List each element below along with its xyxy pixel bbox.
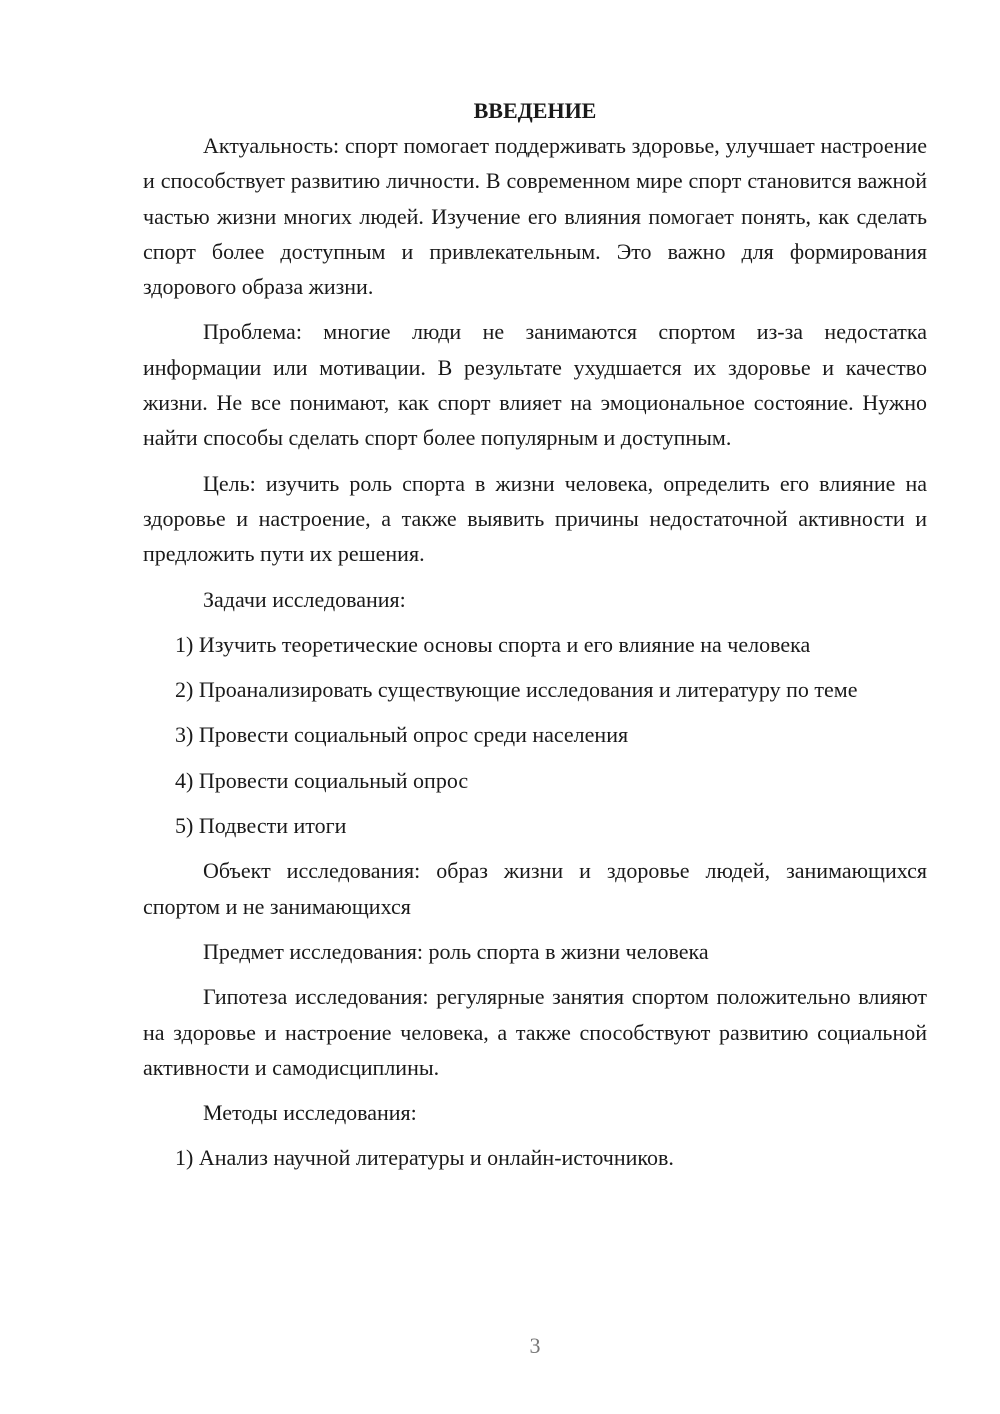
page-number: 3 <box>529 1333 541 1358</box>
task-item-2: 2) Проанализировать существующие исследования и литературу по теме <box>175 677 858 703</box>
paragraph-object: Объект исследования: образ жизни и здоровье людей, занимающихся спортом и не занимающихся <box>143 858 927 919</box>
task-item-1: 1) Изучить теоретические основы спорта и его влияние на человека <box>175 631 811 657</box>
methods-heading: Методы исследования: <box>203 1100 417 1126</box>
task-item-5: 5) Подвести итоги <box>175 813 347 839</box>
section-title: ВВЕДЕНИЕ <box>473 98 597 123</box>
paragraph-subject: Предмет исследования: роль спорта в жизни человека <box>203 938 709 964</box>
paragraph-goal: Цель: изучить роль спорта в жизни человека, определить его влияние на здоровье и настроение, а также выявить причины недостаточной активности и предложить пути их решения. <box>143 470 927 567</box>
task-item-4: 4) Провести социальный опрос <box>175 767 469 793</box>
paragraph-problem: Проблема: многие люди не занимаются спортом из-за недостатка информации или мотивации. В результате ухудшается их здоровье и качество жизни. Не все понимают, как спорт влияет на эмоциональное состояние. Нужно найти способы сделать спорт более популярным и доступным. <box>143 319 927 451</box>
tasks-heading: Задачи исследования: <box>203 586 406 612</box>
method-item-1: 1) Анализ научной литературы и онлайн-источников. <box>175 1145 674 1171</box>
task-item-3: 3) Провести социальный опрос среди населения <box>175 722 629 748</box>
paragraph-hypothesis: Гипотеза исследования: регулярные занятия спортом положительно влияют на здоровье и настроение человека, а также способствуют развитию социальной активности и самодисциплины. <box>143 984 927 1080</box>
document-page <box>143 93 927 1186</box>
paragraph-relevance: Актуальность: спорт помогает поддерживать здоровье, улучшает настроение и способствует развитию личности. В современном мире спорт становится важной частью жизни многих людей. Изучение его влияния помогает понять, как сделать спорт более доступным и привлекательным. Это важно для формирования здорового образа жизни. <box>143 133 927 300</box>
